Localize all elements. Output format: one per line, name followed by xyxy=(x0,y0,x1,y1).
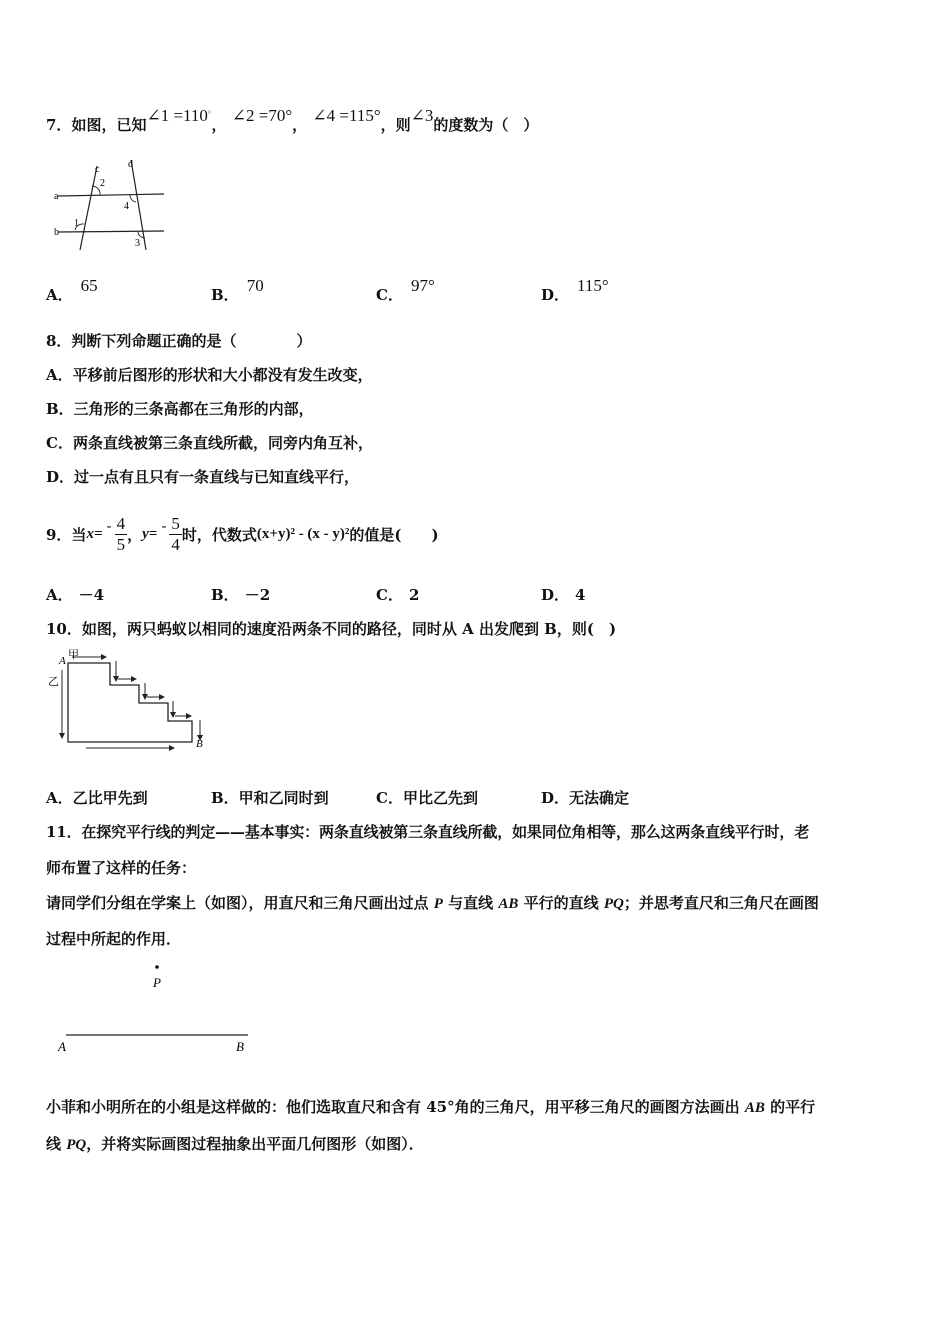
q10-figure xyxy=(46,648,216,754)
q7-option-d[interactable]: D． 115° xyxy=(541,276,609,304)
q9-option-a[interactable]: A． －4 xyxy=(46,586,105,604)
q8-stem: 8．判断下列命题正确的是（ ） xyxy=(46,332,312,350)
q7-line-c xyxy=(80,166,97,250)
q10-option-d[interactable]: D．无法确定 xyxy=(541,789,630,807)
q11-line-5: 小菲和小明所在的小组是这样做的：他们选取直尺和含有 45°角的三角尺，用平移三角尺的画图方法画出 AB 的平行 xyxy=(46,1098,816,1116)
q7-label-b: b xyxy=(54,227,59,238)
q11-label-A: A xyxy=(58,1039,66,1054)
q10-stem: 10．如图，两只蚂蚁以相同的速度沿两条不同的路径，同时从 A 出发爬到 B，则( ) xyxy=(46,620,617,638)
q7-option-c[interactable]: C． 97° xyxy=(376,276,435,304)
q11-point-P xyxy=(155,965,159,969)
q11-label-B: B xyxy=(236,1039,244,1054)
q10-option-b[interactable]: B．甲和乙同时到 xyxy=(211,789,329,807)
q7-label-a: a xyxy=(54,191,59,202)
q7-line-d xyxy=(131,160,146,250)
q11-line-1: 11．在探究平行线的判定——基本事实：两条直线被第三条直线所截，如果同位角相等，那么这两条直线平行时，老 xyxy=(46,823,810,841)
q11-line-3: 请同学们分组在学案上（如图），用直尺和三角尺画出过点 P 与直线 AB 平行的直线 PQ；并思考直尺和三角尺在画图 xyxy=(46,894,819,912)
q10-label-jia: 甲 xyxy=(68,649,79,661)
q9-fraction-y: $\frac{5}{4}$ xyxy=(171,513,180,554)
q11-figure xyxy=(52,958,262,1058)
q7-label-d: d xyxy=(128,159,133,170)
q8-option-a[interactable]: A．平移前后图形的形状和大小都没有发生改变， xyxy=(46,366,373,384)
q8-option-c[interactable]: C．两条直线被第三条直线所截，同旁内角互补， xyxy=(46,434,373,452)
q7-label-c: c xyxy=(95,164,100,175)
q10-label-B: B xyxy=(196,738,203,750)
q7-line-a xyxy=(58,194,164,196)
q7-label-2: 2 xyxy=(100,178,105,189)
q7-line-b xyxy=(58,231,164,232)
q10-option-c[interactable]: C．甲比乙先到 xyxy=(376,789,478,807)
q7-option-b[interactable]: B． 70 xyxy=(211,276,264,304)
q7-label-1: 1 xyxy=(74,218,79,229)
q11-label-P: P xyxy=(153,975,161,990)
q7-figure xyxy=(52,154,172,250)
q9-stem: 9．当 x= - $\frac{4}{5}$ ， y= - $\frac{5}{4}$ 时，代数式 (x+y)² - (x - y)² 的值是( ) xyxy=(46,513,439,554)
q10-label-yi: 乙 xyxy=(48,676,59,688)
q11-line-6: 线 PQ，并将实际画图过程抽象出平面几何图形（如图）． xyxy=(46,1135,424,1153)
q10-label-A: A xyxy=(59,655,66,667)
q9-option-b[interactable]: B． －2 xyxy=(211,586,271,604)
q11-line-4: 过程中所起的作用． xyxy=(46,930,182,948)
q7-stem: 7．如图，已知∠1 =110°， ∠2 =70°， ∠4 =115°，则∠3的度数为（ ） xyxy=(46,106,539,134)
q9-fraction-x: $\frac{4}{5}$ xyxy=(116,513,126,554)
q7-option-a[interactable]: A． 65 xyxy=(46,276,98,304)
q8-option-d[interactable]: D．过一点有且只有一条直线与已知直线平行， xyxy=(46,468,360,486)
q9-option-d[interactable]: D． 4 xyxy=(541,586,586,604)
q7-label-4: 4 xyxy=(124,201,129,212)
q7-label-3: 3 xyxy=(135,238,140,249)
q9-option-c[interactable]: C． 2 xyxy=(376,586,420,604)
q10-option-a[interactable]: A．乙比甲先到 xyxy=(46,789,148,807)
q8-option-b[interactable]: B．三角形的三条高都在三角形的内部， xyxy=(46,400,314,418)
q9-expression: (x+y)² - (x - y)² xyxy=(256,525,350,542)
q11-line-2: 师布置了这样的任务： xyxy=(46,859,197,877)
